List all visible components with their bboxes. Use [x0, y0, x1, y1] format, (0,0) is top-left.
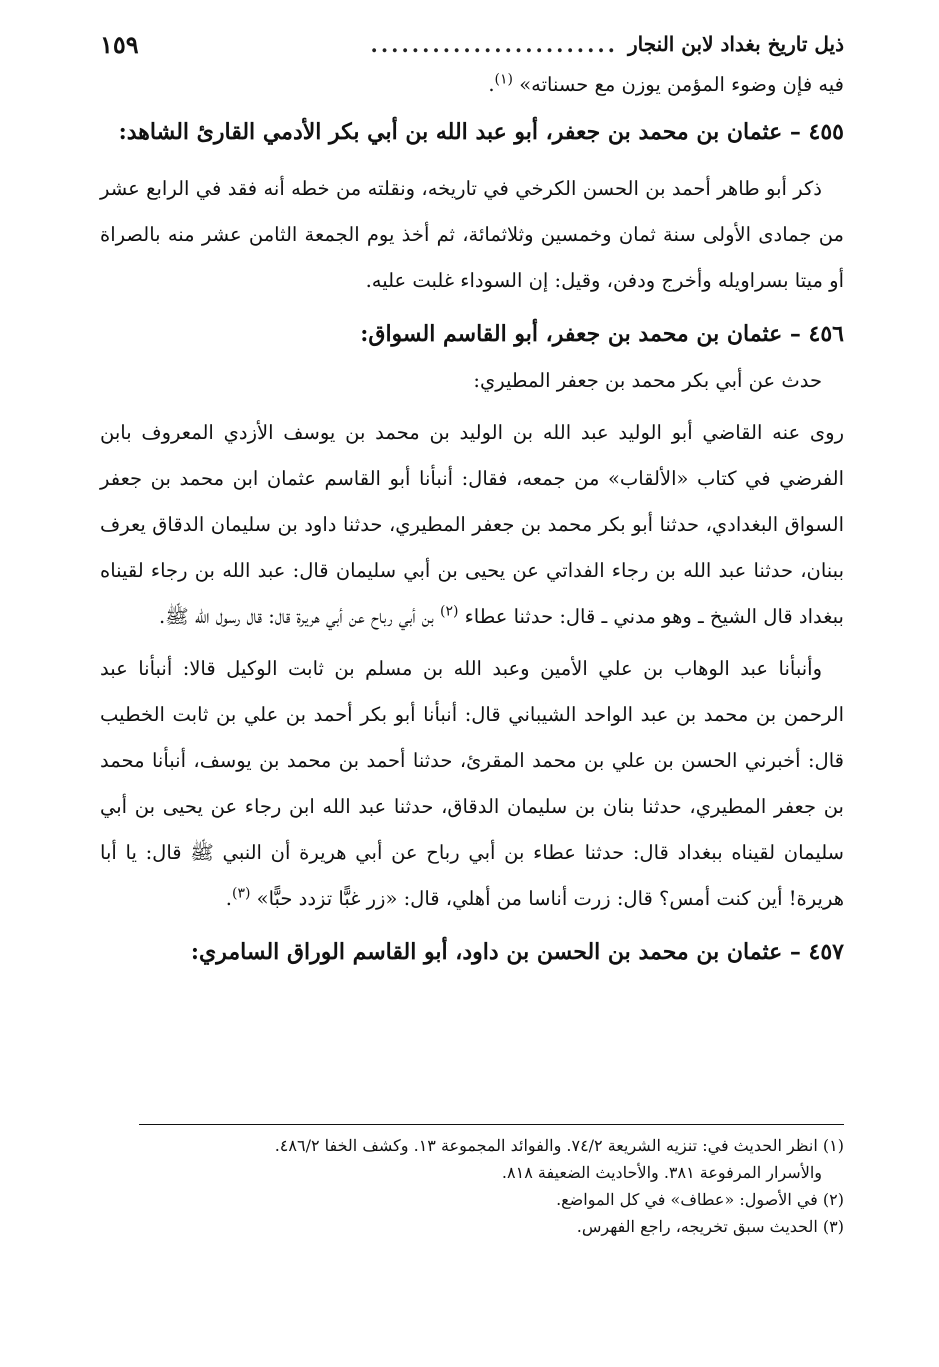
- page-number: ١٥٩: [100, 29, 139, 59]
- entry-456-paragraph-1-end: بن أبي رباح عن أبي هريرة قال: قال رسول الله ﷺ.: [158, 605, 434, 628]
- continuation-text: فيه فإن وضوء المؤمن يوزن مع حسناته»: [519, 73, 844, 96]
- running-header: [100, 26, 844, 62]
- footnote-3: (٣) الحديث سبق تخريجه، راجع الفهرس.: [576, 1217, 844, 1236]
- entry-456-heading: ٤٥٦ – عثمان بن محمد بن جعفر، أبو القاسم السواق:: [360, 321, 844, 347]
- footnote-ref-2: (٢): [439, 603, 459, 620]
- footnotes: [100, 1132, 844, 1240]
- continuation-paragraph: [100, 62, 844, 108]
- entry-456-paragraph-2-text: وأنبأنا عبد الوهاب بن علي الأمين وعبد الله بن مسلم بن ثابت الوكيل قالا: أنبأنا عبد الرحمن بن محمد بن عبد الواحد الشيباني قال: أنبأنا أبو بكر أحمد بن علي بن ثابت الخطيب قال: أخبرني الحسن بن علي بن محمد المقرئ، حدثنا أحمد بن محمد بن يوسف، أنبأنا محمد بن جعفر المطيري، حدثنا بنان بن سليمان الدقاق، حدثنا عبد الله ابن رجاء عن يحيى بن أبي سليمان لقيناه ببغداد قال: حدثنا عطاء بن أبي رباح عن أبي هريرة أن النبي ﷺ قال: يا أبا هريرة! أين كنت أمس؟ قال: زرت أناسا من أهلي، قال: «زر غبًّا تزدد حبًّا»: [100, 657, 844, 910]
- footnote-1-continuation: والأسرار المرفوعة ٣٨١. والأحاديث الضعيفة ٨١٨.: [501, 1163, 822, 1182]
- entry-457-heading: ٤٥٧ – عثمان بن محمد بن الحسن بن داود، أبو القاسم الوراق السامري:: [190, 939, 844, 965]
- running-header-title: ذيل تاريخ بغداد لابن النجار: [628, 32, 844, 56]
- footnote-ref-3: (٣): [231, 885, 251, 902]
- entry-456-intro: حدث عن أبي بكر محمد بن جعفر المطيري:: [473, 369, 822, 392]
- page-body: [100, 62, 844, 976]
- entry-455-text: ذكر أبو طاهر أحمد بن الحسن الكرخي في تاريخه، ونقلته من خطه أنه فقد في الرابع عشر من جمادى الأولى سنة ثمان وخمسين وثلاثمائة، ثم أخذ يوم الجمعة الثامن عشر منه بالصراة أو ميتا بسراويله وأخرج ودفن، وقيل: إن السوداء غلبت عليه.: [100, 177, 844, 292]
- running-header-leader-dots: ........................: [370, 31, 618, 57]
- entry-455-heading: ٤٥٥ – عثمان بن محمد بن جعفر، أبو عبد الله بن أبي بكر الأدمي القارئ الشاهد:: [118, 119, 844, 145]
- continuation-end: .: [488, 73, 495, 96]
- entry-456-paragraph-2: [100, 646, 844, 922]
- footnote-2: (٢) في الأصول: «عطاف» في كل المواضع.: [556, 1190, 844, 1209]
- footnote-ref-1: (١): [494, 71, 513, 88]
- footnote-1: (١) انظر الحديث في: تنزيه الشريعة ٧٤/٢. والفوائد المجموعة ١٣. وكشف الخفا ٤٨٦/٢.: [274, 1136, 844, 1155]
- entry-456-paragraph-2-end: .: [225, 887, 232, 910]
- footnote-separator: [139, 1124, 844, 1125]
- entry-456-paragraph-1: [100, 410, 844, 640]
- entry-456-paragraph-1-text: روى عنه القاضي أبو الوليد عبد الله بن الوليد بن محمد بن يوسف الأزدي المعروف بابن الفرضي في كتاب «الألقاب» من جمعه، فقال: أنبأنا أبو القاسم عثمان ابن محمد بن جعفر السواق البغدادي، حدثنا أبو بكر محمد بن جعفر المطيري، حدثنا داود بن سليمان الدقاق يعرف ببنان، حدثنا عبد الله بن رجاء الفداتي عن يحيى بن أبي سليمان قال: عبد الله بن رجاء لقيناه ببغداد قال الشيخ ـ وهو مدني ـ قال: حدثنا عطاء: [100, 421, 844, 628]
